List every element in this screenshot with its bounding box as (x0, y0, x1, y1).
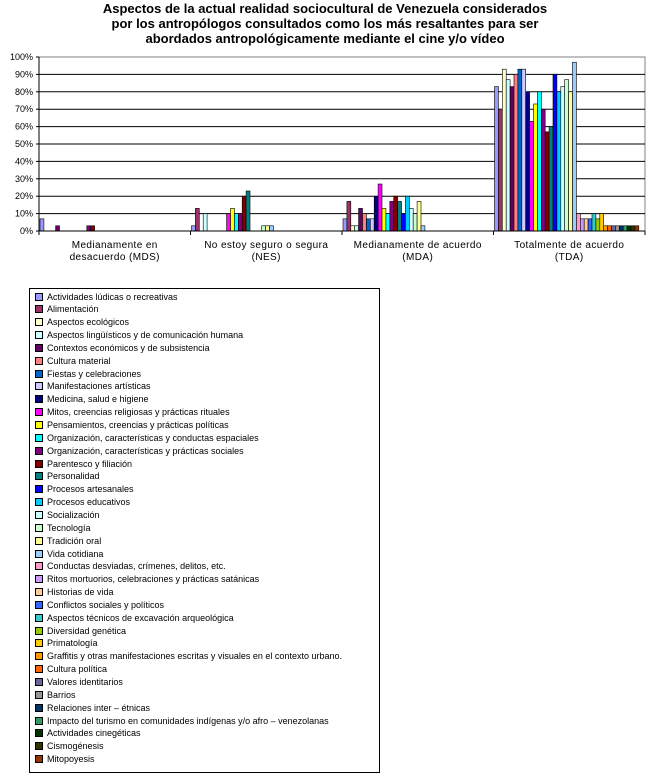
legend-item (35, 701, 150, 714)
bar (573, 62, 577, 231)
bar (545, 132, 549, 231)
legend-label: Organización, características y conductas espaciales (47, 432, 259, 443)
legend-swatch-icon (35, 537, 43, 545)
legend-swatch-icon (35, 639, 43, 647)
legend-swatch-icon (35, 370, 43, 378)
legend-label: Pensamientos, creencias y prácticas políticas (47, 420, 229, 430)
legend-swatch-icon (35, 344, 43, 352)
legend-label: Diversidad genética (47, 625, 127, 636)
y-tick-label: 50% (14, 139, 33, 149)
legend-label: Fiestas y celebraciones (47, 368, 142, 379)
legend-swatch-icon (35, 755, 43, 763)
y-tick-label: 10% (14, 208, 33, 219)
legend-label: Graffitis y otras manifestaciones escritas y visuales en el contexto urbano. (47, 651, 342, 662)
y-tick-label: 40% (14, 156, 33, 167)
bar (604, 226, 608, 231)
legend-item (35, 367, 141, 380)
legend-swatch-icon (35, 742, 43, 750)
bar (405, 196, 409, 231)
bar (588, 219, 592, 231)
legend-swatch-icon (35, 550, 43, 558)
legend-label: Personalidad (47, 471, 100, 482)
y-tick-label: 0% (19, 226, 33, 236)
legend-item (35, 740, 104, 753)
bar (569, 92, 573, 231)
legend-label: Impacto del turismo en comunidades indígenas y/o afro – venezolanas (47, 715, 329, 726)
legend-label: Parentesco y filiación (47, 458, 133, 469)
legend-item (35, 637, 98, 650)
legend-label: Mitos, creencias religiosas y prácticas rituales (47, 407, 230, 418)
legend-swatch-icon (35, 305, 43, 313)
x-category-label: (MDA) (402, 252, 434, 263)
legend-swatch-icon (35, 472, 43, 480)
bar (549, 127, 553, 231)
legend-label: Historias de vida (47, 587, 114, 598)
bar (370, 219, 374, 231)
bar (510, 87, 514, 231)
legend-label: Ritos mortuorios, celebraciones y prácticas satánicas (47, 574, 260, 585)
bar (203, 214, 207, 231)
legend-label: Medicina, salud e higiene (47, 394, 149, 405)
y-tick-label: 60% (14, 121, 33, 132)
legend-label: Mitopoyesis (47, 754, 95, 765)
y-tick-label: 70% (14, 104, 33, 115)
y-tick-label: 30% (14, 173, 33, 184)
x-category-label: Medianamente de acuerdo (353, 240, 482, 251)
legend-label: Actividades cinegéticas (47, 728, 141, 739)
legend-item (35, 380, 151, 393)
legend-swatch-icon (35, 318, 43, 326)
legend-label: Organización, características y prácticas sociales (47, 445, 244, 456)
chart-title-line: Aspectos de la actual realidad sociocultural de Venezuela considerados (102, 1, 548, 16)
bar (565, 80, 569, 231)
bar (592, 214, 596, 231)
legend-item (35, 393, 149, 406)
bar (390, 201, 394, 231)
x-category-label: (TDA) (554, 252, 584, 263)
bar (600, 214, 604, 231)
legend-item (35, 483, 134, 496)
bar (402, 214, 406, 231)
legend-swatch-icon (35, 717, 43, 725)
x-category-label: Totalmente de acuerdo (514, 240, 625, 251)
bars (40, 62, 639, 231)
bar (347, 201, 351, 231)
bar (409, 208, 413, 231)
legend-swatch-icon (35, 395, 43, 403)
legend-label: Socialización (47, 509, 100, 520)
legend-item (35, 611, 234, 624)
legend-label: Aspectos técnicos de excavación arqueológica (47, 612, 234, 623)
legend-label: Vida cotidiana (47, 548, 104, 559)
bar (231, 208, 235, 231)
bar (596, 219, 600, 231)
legend-item (35, 598, 164, 611)
legend-swatch-icon (35, 460, 43, 468)
legend-swatch-icon (35, 485, 43, 493)
legend-label: Valores identitarios (47, 677, 123, 687)
legend-label: Conflictos sociales y políticos (47, 599, 165, 610)
legend-label: Cultura política (47, 664, 108, 675)
legend-label: Conductas desviadas, crímenes, delitos, etc. (47, 561, 226, 572)
bar (421, 226, 425, 231)
legend-swatch-icon (35, 704, 43, 712)
bar (270, 226, 274, 231)
bar (386, 214, 390, 231)
y-tick-label: 100% (9, 52, 33, 62)
x-category-label: No estoy seguro o segura (204, 240, 329, 251)
legend-swatch-icon (35, 331, 43, 339)
legend-item (35, 573, 259, 586)
legend-item (35, 431, 259, 444)
legend-swatch-icon (35, 357, 43, 365)
legend-item (35, 688, 76, 701)
bar (580, 219, 584, 231)
bar (234, 214, 238, 231)
legend-swatch-icon (35, 627, 43, 635)
bar (374, 196, 378, 231)
x-category-label: (NES) (251, 252, 281, 263)
legend-label: Alimentación (47, 304, 99, 315)
legend-swatch-icon (35, 601, 43, 609)
bar (394, 196, 398, 231)
bar (584, 219, 588, 231)
bar (359, 208, 363, 231)
legend-label: Tradición oral (47, 535, 102, 546)
legend-swatch-icon (35, 293, 43, 301)
bar (522, 69, 526, 231)
legend-swatch-icon (35, 498, 43, 506)
legend-swatch-icon (35, 511, 43, 519)
legend-item (35, 329, 243, 342)
bar (366, 219, 370, 231)
legend-swatch-icon (35, 434, 43, 442)
legend-item (35, 727, 141, 740)
chart-title (0, 1, 650, 46)
bar (262, 226, 266, 231)
bar (526, 92, 530, 231)
legend-swatch-icon (35, 678, 43, 686)
legend-item (35, 341, 210, 354)
bar (378, 184, 382, 231)
bar (561, 87, 565, 231)
bar (417, 201, 421, 231)
legend-swatch-icon (35, 729, 43, 737)
legend-swatch-icon (35, 575, 43, 583)
bar (382, 208, 386, 231)
legend-item (35, 290, 178, 303)
bar (398, 201, 402, 231)
legend-swatch-icon (35, 588, 43, 596)
bar (534, 104, 538, 231)
legend-label: Barrios (47, 689, 76, 700)
legend-label: Actividades lúdicas o recreativas (47, 291, 178, 302)
bar (91, 226, 95, 231)
bar (498, 109, 502, 231)
legend-label: Cultura material (47, 355, 111, 366)
legend-item (35, 406, 230, 419)
legend-item (35, 547, 103, 560)
legend-swatch-icon (35, 562, 43, 570)
bar (541, 109, 545, 231)
bar (242, 196, 246, 231)
legend-item (35, 586, 114, 599)
legend-item (35, 470, 100, 483)
bar (608, 226, 612, 231)
bar (495, 87, 499, 231)
bar (623, 226, 627, 231)
legend-item (35, 354, 111, 367)
legend-item (35, 303, 99, 316)
legend-label: Tecnología (47, 522, 91, 533)
legend-swatch-icon (35, 691, 43, 699)
x-category-label: Medianamente en (71, 240, 158, 251)
bar (355, 226, 359, 231)
legend-swatch-icon (35, 447, 43, 455)
bar (530, 121, 534, 231)
legend-item (35, 624, 126, 637)
legend-swatch-icon (35, 421, 43, 429)
bar (619, 226, 623, 231)
bar (413, 214, 417, 231)
bar (363, 214, 367, 231)
y-tick-label: 20% (14, 191, 33, 202)
bar (238, 214, 242, 231)
legend-label: Manifestaciones artísticas (47, 381, 151, 392)
legend-swatch-icon (35, 524, 43, 532)
legend-item (35, 521, 91, 534)
y-axis-ticks (10, 52, 33, 236)
y-tick-label: 90% (14, 69, 33, 80)
bar (553, 74, 557, 231)
bar (56, 226, 60, 231)
legend-item (35, 457, 132, 470)
bar-chart (0, 48, 650, 278)
bar (351, 226, 355, 231)
bar (635, 226, 639, 231)
legend-swatch-icon (35, 665, 43, 673)
legend-swatch-icon (35, 382, 43, 390)
legend-label: Primatología (47, 638, 98, 649)
legend-label: Aspectos ecológicos (47, 317, 130, 328)
legend-item (35, 663, 107, 676)
bar (631, 226, 635, 231)
legend-item (35, 534, 101, 547)
legend-item (35, 444, 244, 457)
bar (195, 208, 199, 231)
legend-item (35, 714, 329, 727)
bar (627, 226, 631, 231)
bar (576, 214, 580, 231)
legend-swatch-icon (35, 652, 43, 660)
legend-item (35, 753, 95, 766)
legend-item (35, 419, 229, 432)
bar (40, 219, 44, 231)
bar (227, 214, 231, 231)
x-axis-labels (70, 240, 625, 263)
bar (514, 74, 518, 231)
legend-swatch-icon (35, 408, 43, 416)
bar (266, 226, 270, 231)
bar (537, 92, 541, 231)
bar (343, 219, 347, 231)
legend-label: Procesos educativos (47, 497, 131, 508)
bar (518, 69, 522, 231)
bar (615, 226, 619, 231)
legend-label: Procesos artesanales (47, 484, 134, 495)
bar (502, 69, 506, 231)
x-category-label: desacuerdo (MDS) (69, 252, 160, 263)
legend-item (35, 560, 226, 573)
bar (87, 226, 91, 231)
bar (557, 92, 561, 231)
legend-swatch-icon (35, 614, 43, 622)
bar (192, 226, 196, 231)
legend-label: Aspectos lingüísticos y de comunicación humana (47, 330, 244, 341)
legend-item (35, 676, 123, 689)
legend (29, 288, 380, 773)
legend-item (35, 650, 342, 663)
chart-title-line: por los antropólogos consultados como los más resaltantes para ser (111, 16, 539, 31)
y-tick-label: 80% (14, 86, 33, 97)
legend-item (35, 496, 130, 509)
legend-label: Relaciones inter – étnicas (47, 702, 151, 713)
legend-item (35, 508, 100, 521)
legend-item (35, 316, 129, 329)
chart-title-line: abordados antropológicamente mediante el cine y/o vídeo (145, 31, 505, 46)
bar (246, 191, 250, 231)
legend-label: Cismogénesis (47, 741, 104, 752)
bar (612, 226, 616, 231)
bar (506, 80, 510, 231)
legend-label: Contextos económicos y de subsistencia (47, 342, 210, 353)
